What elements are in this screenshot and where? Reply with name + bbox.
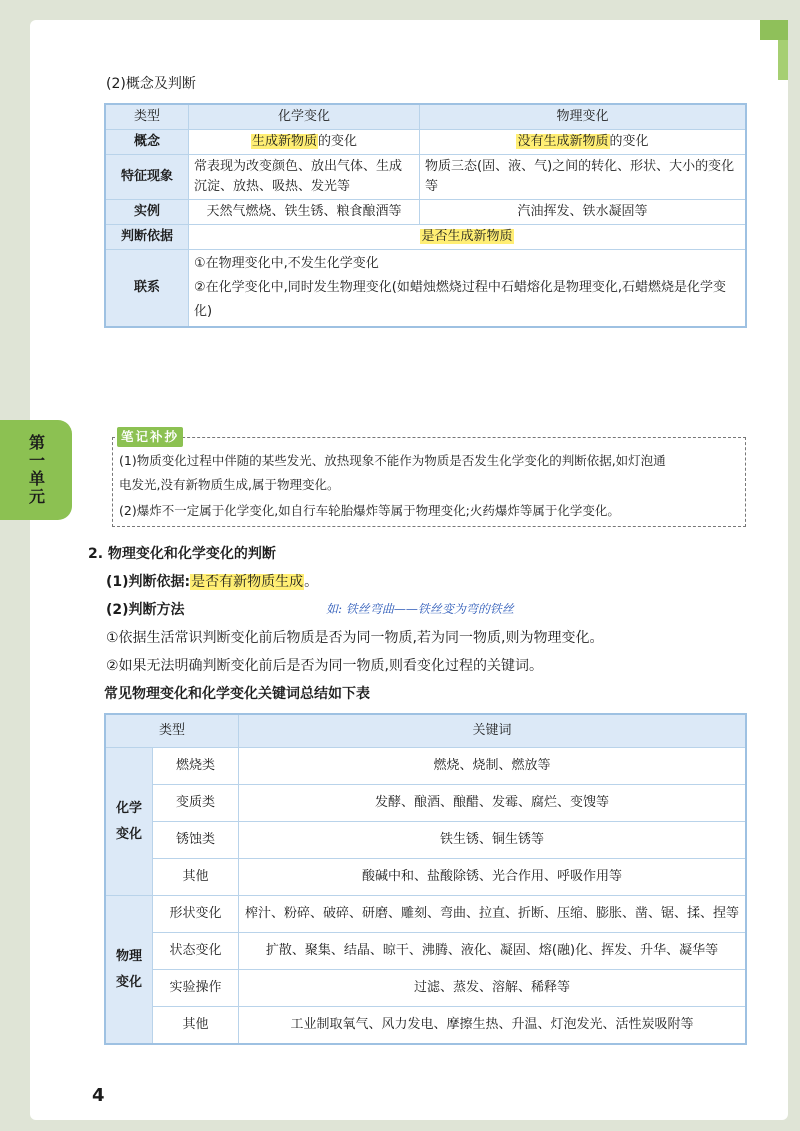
notes-line: 电发光,没有新物质生成,属于物理变化。 (119, 477, 340, 492)
cell (420, 130, 747, 155)
header-chemical: 化学变化 (189, 104, 420, 130)
table-row (105, 200, 746, 225)
keyword-table (104, 713, 747, 1045)
notes-box (112, 429, 746, 527)
header-physical: 物理变化 (420, 104, 747, 130)
unit-tab (0, 420, 72, 520)
header-type: 类型 (105, 714, 239, 748)
method-line: ②如果无法明确判断变化前后是否为同一物质,则看变化过程的关键词。 (106, 658, 543, 674)
keywords: 工业制取氧气、风力发电、摩擦生热、升温、灯泡发光、活性炭吸附等 (239, 1007, 747, 1045)
row-label: 概念 (105, 130, 189, 155)
cell-text: 的变化 (609, 134, 649, 149)
cell-text: 的变化 (318, 134, 358, 149)
table-row (105, 822, 746, 859)
keywords: 扩散、聚集、结晶、晾干、沸腾、液化、凝固、熔(融)化、挥发、升华、凝华等 (239, 933, 747, 970)
keywords: 榨汁、粉碎、破碎、研磨、雕刻、弯曲、拉直、折断、压缩、膨胀、凿、锯、揉、捏等 (239, 896, 747, 933)
row-label: 联系 (105, 250, 189, 328)
category: 锈蚀类 (153, 822, 239, 859)
row-label: 实例 (105, 200, 189, 225)
cell: 常表现为改变颜色、放出气体、生成沉淀、放热、吸热、发光等 (189, 155, 420, 200)
table-row (105, 896, 746, 933)
group-label-chemical: 化学变化 (105, 748, 153, 896)
cell: 天然气燃烧、铁生锈、粮食酿酒等 (189, 200, 420, 225)
cell: 汽油挥发、铁水凝固等 (420, 200, 747, 225)
method-label: (2)判断方法 (106, 602, 185, 618)
category: 变质类 (153, 785, 239, 822)
highlight-text: 是否有新物质生成 (191, 574, 304, 590)
keywords: 燃烧、烧制、燃放等 (239, 748, 747, 785)
table-row (105, 130, 746, 155)
table-row (105, 1007, 746, 1045)
highlight-text: 生成新物质 (251, 134, 317, 149)
subsection-title: (2)概念及判断 (106, 76, 196, 92)
keywords: 过滤、蒸发、溶解、稀释等 (239, 970, 747, 1007)
cell (189, 225, 747, 250)
category: 其他 (153, 859, 239, 896)
table-row (105, 250, 746, 328)
cell (189, 130, 420, 155)
group-label-physical: 物理变化 (105, 896, 153, 1045)
cell-line: ①在物理变化中,不发生化学变化 (194, 256, 379, 271)
row-label: 特征现象 (105, 155, 189, 200)
method-line: ①依据生活常识判断变化前后物质是否为同一物质,若为同一物质,则为物理变化。 (106, 630, 604, 646)
handwritten-note: 如: 铁丝弯曲——铁丝变为弯的铁丝 (326, 602, 514, 616)
table-row (105, 859, 746, 896)
basis-label: (1)判断依据: (106, 574, 191, 590)
page-number: 4 (92, 1085, 105, 1106)
keywords: 铁生锈、铜生锈等 (239, 822, 747, 859)
notes-line: (2)爆炸不一定属于化学变化,如自行车轮胎爆炸等属于物理变化;火药爆炸等属于化学变化。 (119, 503, 620, 518)
table-row (105, 933, 746, 970)
keywords: 酸碱中和、盐酸除锈、光合作用、呼吸作用等 (239, 859, 747, 896)
notes-badge: 笔记补抄 (117, 427, 183, 447)
category: 状态变化 (153, 933, 239, 970)
corner-decoration (760, 20, 788, 40)
cell-line: ②在化学变化中,同时发生物理变化(如蜡烛燃烧过程中石蜡熔化是物理变化,石蜡燃烧是化学变化) (194, 280, 726, 319)
category: 实验操作 (153, 970, 239, 1007)
table-row (105, 748, 746, 785)
table-row (105, 970, 746, 1007)
basis-end: 。 (304, 574, 319, 590)
table-row (105, 225, 746, 250)
row-label: 判断依据 (105, 225, 189, 250)
header-type: 类型 (105, 104, 189, 130)
category: 其他 (153, 1007, 239, 1045)
section-title: 2. 物理变化和化学变化的判断 (88, 546, 276, 562)
table-row (105, 785, 746, 822)
category: 形状变化 (153, 896, 239, 933)
category: 燃烧类 (153, 748, 239, 785)
table-header-row (105, 714, 746, 748)
table-row (105, 155, 746, 200)
keywords: 发酵、酿酒、酿醋、发霉、腐烂、变馊等 (239, 785, 747, 822)
notes-line: (1)物质变化过程中伴随的某些发光、放热现象不能作为物质是否发生化学变化的判断依据,如灯泡通 (119, 453, 666, 468)
concept-table (104, 103, 747, 328)
cell (189, 250, 747, 328)
unit-tab-label: 第一单元 (26, 434, 46, 506)
cell: 物质三态(固、液、气)之间的转化、形状、大小的变化等 (420, 155, 747, 200)
basis-line (106, 572, 318, 592)
table-header-row (105, 104, 746, 130)
highlight-text: 没有生成新物质 (517, 134, 609, 149)
table-title: 常见物理变化和化学变化关键词总结如下表 (104, 686, 370, 702)
highlight-text: 是否生成新物质 (421, 229, 513, 244)
header-keywords: 关键词 (239, 714, 747, 748)
